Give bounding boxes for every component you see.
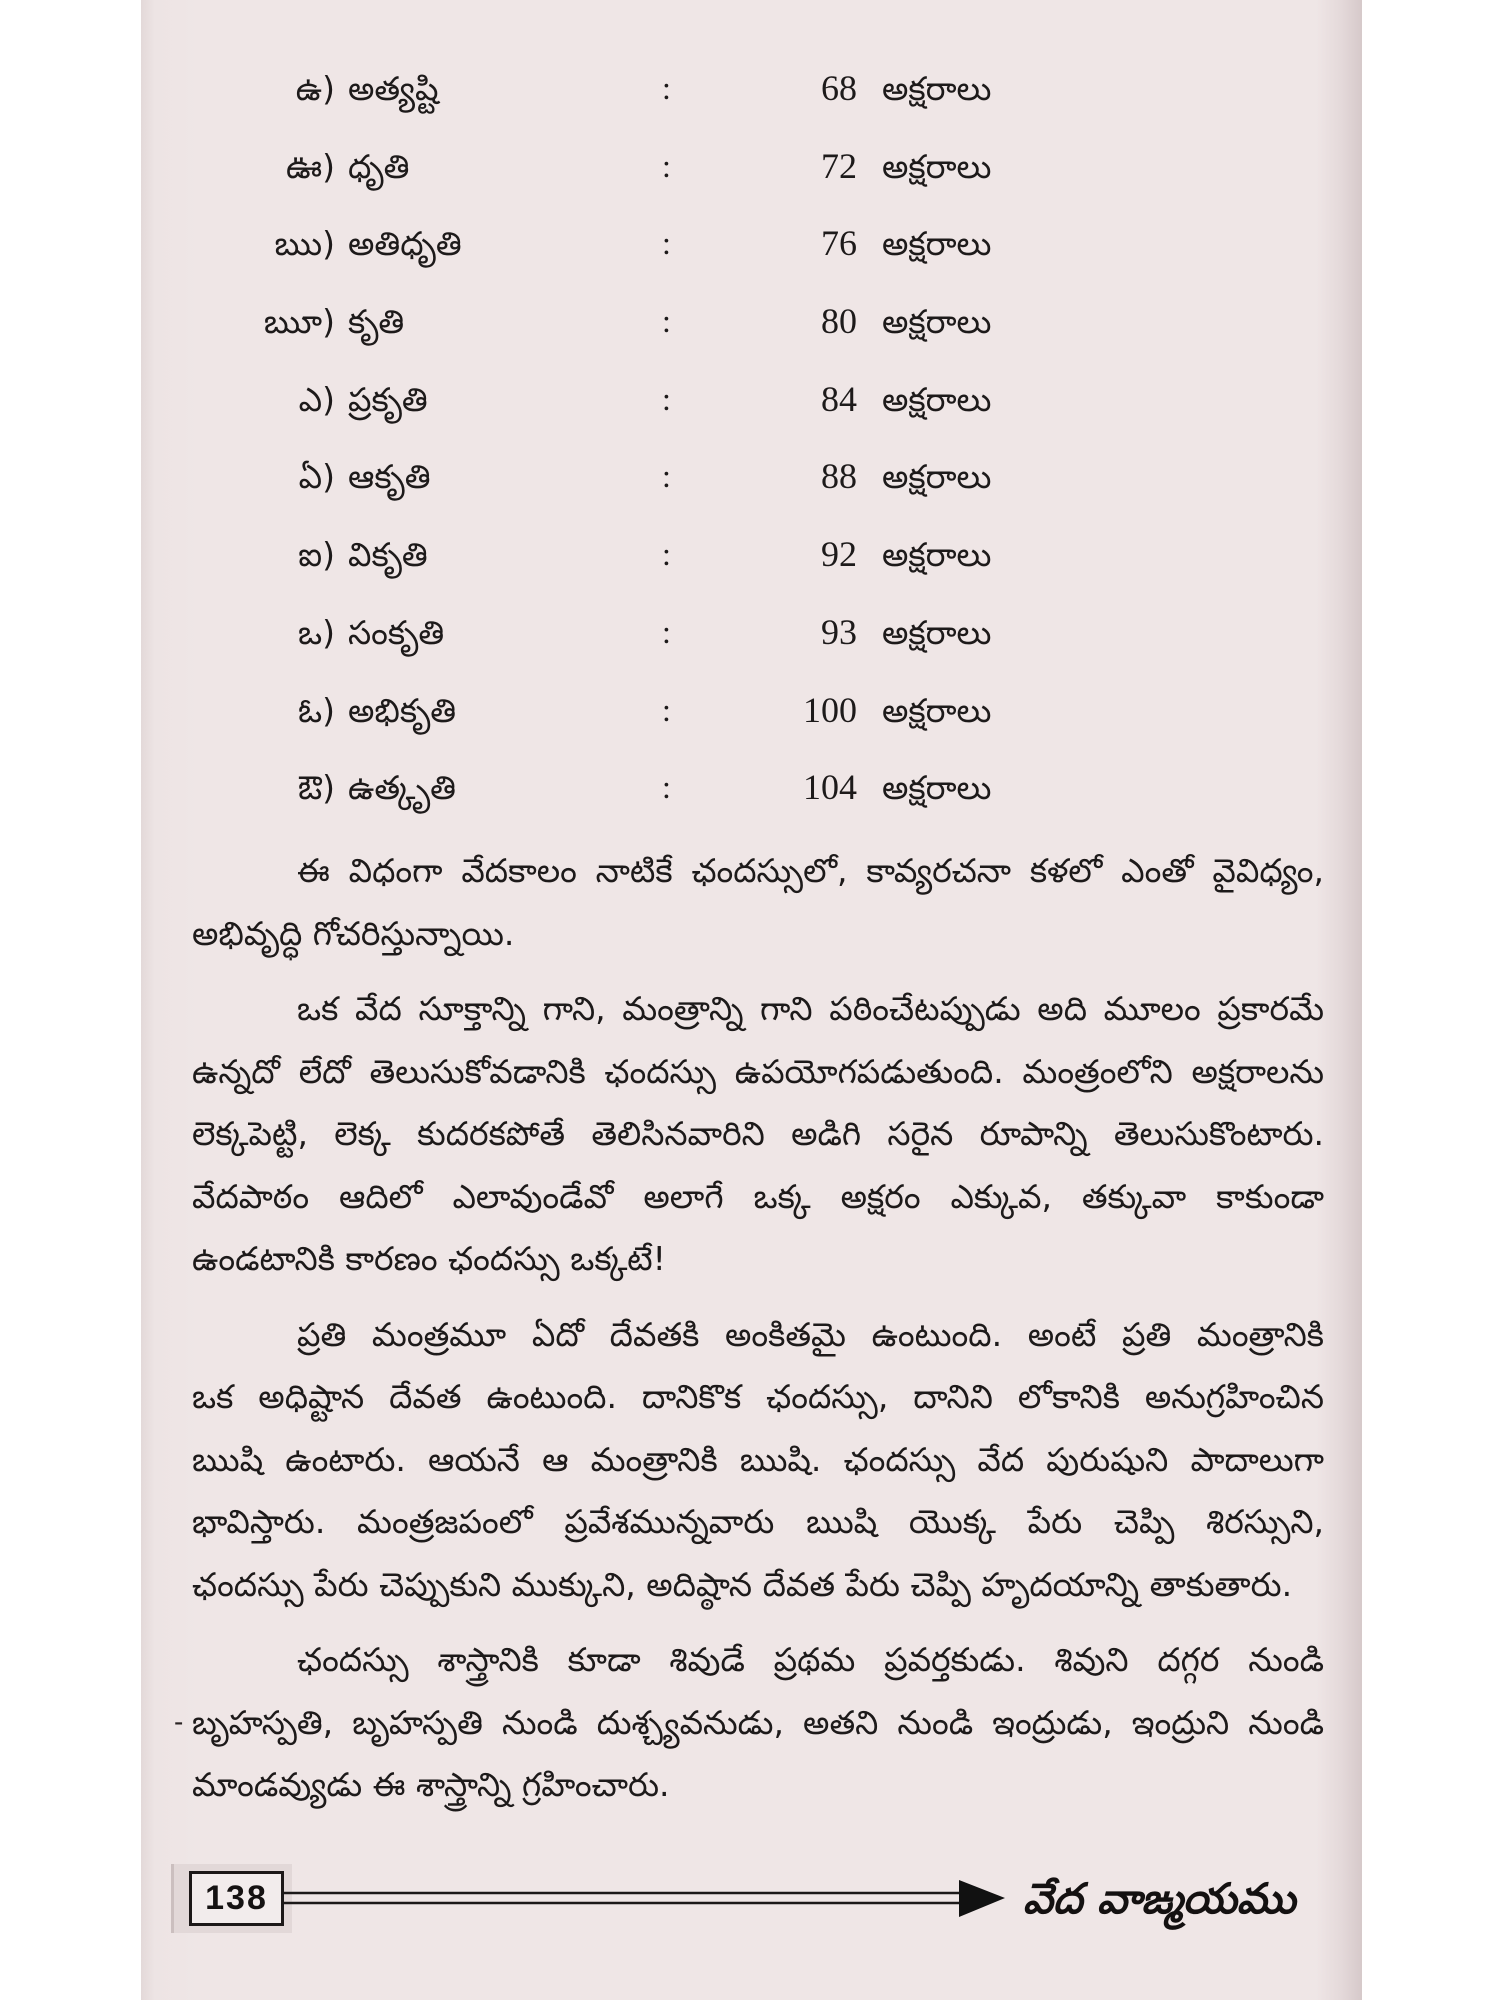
text-line: ఋషి ఉంటారు. ఆయనే ఆ మంత్రానికి ఋషి. ఛందస్సు వేద పురుషుని పాదాలుగా [192,1439,1324,1479]
meter-row [141,672,1362,750]
meter-unit: అక్షరాలు [882,457,992,497]
meter-name: ధృతి [348,146,410,186]
paragraph [192,1629,1324,1817]
text-line: భావిస్తారు. మంత్రజపంలో ప్రవేశమున్నవారు ఋషి యొక్క పేరు చెప్పి శిరస్సుని, [192,1502,1324,1541]
text-line: వేదపాఠం ఆదిలో ఎలావుండేవో అలాగే ఒక్క అక్షరం ఎక్కువ, తక్కువా కాకుండా [192,1176,1324,1216]
meter-unit: అక్షరాలు [882,690,992,730]
arrowhead-icon [959,1880,1005,1917]
meter-unit: అక్షరాలు [882,379,992,419]
meter-syllable-count: 76 [821,223,857,264]
meter-row [141,128,1362,206]
meter-separator: : [662,70,671,106]
book-page [141,0,1362,2000]
meter-unit: అక్షరాలు [882,302,992,342]
meter-name: సంకృతి [348,612,445,652]
meter-syllable-count: 68 [821,68,857,108]
meter-name: అభికృతి [348,690,457,730]
meter-separator: : [662,691,671,728]
meter-syllable-count: 84 [821,378,857,419]
text-line: ఉన్నదో లేదో తెలుసుకోవడానికి ఛందస్సు ఉపయోగపడుతుంది. మంత్రంలోని అక్షరాలను [192,1051,1324,1091]
text-line: ఉండటానికి కారణం ఛందస్సు ఒక్కటే! [192,1239,666,1278]
text-line: ఛందస్సు పేరు చెప్పుకుని ముక్కుని, అదిష్ఠాన దేవత పేరు చెప్పి హృదయాన్ని తాకుతారు. [192,1564,1293,1604]
meter-unit: అక్షరాలు [882,535,992,575]
meter-syllable-count: 104 [803,767,857,808]
meter-row [141,205,1362,283]
meter-unit: అక్షరాలు [882,224,992,264]
meter-separator: : [662,380,671,417]
margin-mark: - [174,1706,184,1737]
running-footer-title: వేద వాఙ్మయము [1023,1874,1296,1923]
meter-unit: అక్షరాలు [882,768,992,808]
meter-row [141,50,1362,128]
meter-name: కృతి [348,302,405,342]
meter-marker: ఋ) [274,224,335,264]
text-line: అభివృద్ధి గోచరిస్తున్నాయి. [192,913,515,953]
meter-marker: ఏ) [298,457,335,497]
meter-syllable-count: 92 [821,534,857,575]
meter-marker: ఎ) [298,379,335,419]
text-line: ఈ విధంగా వేదకాలం నాటికే ఛందస్సులో, కావ్యరచనా కళలో ఎంతో వైవిధ్యం, [297,851,1324,890]
meter-row [141,594,1362,672]
text-line: మాండవ్యుడు ఈ శాస్త్రాన్ని గ్రహించారు. [192,1765,670,1804]
meter-marker: ఊ) [285,146,335,186]
meter-unit: అక్షరాలు [882,146,992,186]
meter-marker: ఉ) [295,69,335,108]
meter-separator: : [662,147,671,184]
paragraph [192,1304,1324,1617]
meter-name: వికృతి [348,535,428,575]
meter-syllable-count: 93 [821,611,857,652]
meter-name: ఉత్కృతి [348,768,456,808]
meter-marker: ఓ) [298,690,335,730]
meter-row [141,749,1362,827]
meter-name: అత్యష్టి [348,69,439,108]
meter-row [141,438,1362,516]
meter-row [141,361,1362,439]
meter-row [141,283,1362,361]
meter-separator: : [662,769,671,806]
meter-marker: ఐ) [298,535,335,575]
meter-syllable-count: 80 [821,301,857,342]
paragraph [192,978,1324,1291]
text-line: బృహస్పతి, బృహస్పతి నుండి దుశ్చ్యవనుడు, అతని నుండి ఇంద్రుడు, ఇంద్రుని నుండి [192,1702,1324,1742]
footer-double-rule [284,1876,1006,1922]
meter-marker: ఔ) [298,768,335,808]
page-number: 138 [189,1871,284,1926]
meter-syllable-count: 88 [821,456,857,497]
meter-separator: : [662,613,671,650]
text-line: లెక్కపెట్టి, లెక్క కుదరకపోతే తెలిసినవారిని అడిగి సరైన రూపాన్ని తెలుసుకొంటారు. [192,1114,1324,1153]
text-line: ఒక అధిష్టాన దేవత ఉంటుంది. దానికొక ఛందస్సు, దానిని లోకానికి అనుగ్రహించిన [192,1377,1324,1416]
meter-separator: : [662,458,671,495]
text-line: ఒక వేద సూక్తాన్ని గాని, మంత్రాన్ని గాని పఠించేటప్పుడు అది మూలం ప్రకారమే [297,989,1324,1028]
meter-unit: అక్షరాలు [882,612,992,652]
meter-name: అతిధృతి [348,224,462,264]
text-line: ప్రతి మంత్రమూ ఏదో దేవతకి అంకితమై ఉంటుంది. అంటే ప్రతి మంత్రానికి [297,1314,1324,1354]
body-text [192,840,1324,1817]
meter-row [141,516,1362,594]
meter-name: ఆకృతి [348,457,431,497]
paragraph [192,840,1324,965]
meter-unit: అక్షరాలు [882,69,992,108]
text-line: ఛందస్సు శాస్త్రానికి కూడా శివుడే ప్రథమ ప్రవర్తకుడు. శివుని దగ్గర నుండి [297,1640,1324,1679]
meter-marker: ౠ) [263,302,335,342]
meter-syllable-count: 72 [821,145,857,186]
meter-syllable-count: 100 [803,689,857,730]
meter-marker: ఒ) [298,612,335,652]
meter-separator: : [662,303,671,340]
meter-separator: : [662,536,671,573]
meter-list [141,50,1362,827]
meter-name: ప్రకృతి [348,379,428,419]
meter-separator: : [662,225,671,262]
